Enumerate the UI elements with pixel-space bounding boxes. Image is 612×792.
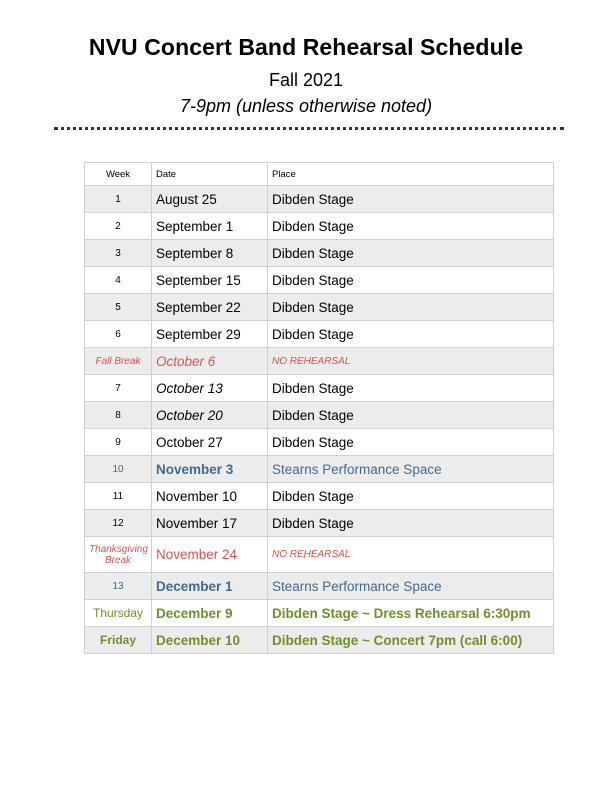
week-cell: 1 <box>85 186 152 213</box>
table-row <box>85 321 554 348</box>
column-header-week: Week <box>85 163 152 186</box>
place-cell: Dibden Stage <box>268 267 554 294</box>
place-cell: Dibden Stage <box>268 429 554 456</box>
week-cell: 2 <box>85 213 152 240</box>
place-cell: Dibden Stage <box>268 321 554 348</box>
table-row <box>85 213 554 240</box>
table-row-thanksgiving-break <box>85 537 554 573</box>
table-row <box>85 510 554 537</box>
date-cell: November 17 <box>152 510 268 537</box>
table-header-row <box>85 163 554 186</box>
date-cell: September 1 <box>152 213 268 240</box>
date-cell: October 27 <box>152 429 268 456</box>
week-cell: 7 <box>85 375 152 402</box>
table-row-dress-rehearsal <box>85 600 554 627</box>
place-cell: Dibden Stage <box>268 213 554 240</box>
date-cell: December 1 <box>152 573 268 600</box>
date-cell: September 22 <box>152 294 268 321</box>
place-cell: NO REHEARSAL <box>268 348 554 375</box>
date-cell: November 24 <box>152 537 268 573</box>
date-cell: October 6 <box>152 348 268 375</box>
time-note: 7-9pm (unless otherwise noted) <box>179 96 433 116</box>
place-cell: Dibden Stage <box>268 402 554 429</box>
place-cell: NO REHEARSAL <box>268 537 554 573</box>
column-header-place: Place <box>268 163 554 186</box>
week-cell: 10 <box>85 456 152 483</box>
date-cell: October 20 <box>152 402 268 429</box>
week-cell: 11 <box>85 483 152 510</box>
place-cell: Dibden Stage ~ Dress Rehearsal 6:30pm <box>268 600 554 627</box>
date-cell: September 15 <box>152 267 268 294</box>
week-cell: 5 <box>85 294 152 321</box>
table-row <box>85 429 554 456</box>
place-cell: Dibden Stage <box>268 483 554 510</box>
week-cell: Thanksgiving Break <box>85 537 152 573</box>
place-cell: Stearns Performance Space <box>268 573 554 600</box>
table-row-stearns <box>85 456 554 483</box>
week-cell: 4 <box>85 267 152 294</box>
place-cell: Stearns Performance Space <box>268 456 554 483</box>
week-cell: Thursday <box>85 600 152 627</box>
dotted-divider <box>54 127 564 130</box>
column-header-date: Date <box>152 163 268 186</box>
place-cell: Dibden Stage <box>268 375 554 402</box>
place-cell: Dibden Stage <box>268 186 554 213</box>
week-cell: Fall Break <box>85 348 152 375</box>
date-cell: December 10 <box>152 627 268 654</box>
table-row-stearns <box>85 573 554 600</box>
place-cell: Dibden Stage ~ Concert 7pm (call 6:00) <box>268 627 554 654</box>
table-row <box>85 267 554 294</box>
table-row <box>85 186 554 213</box>
table-row-fall-break <box>85 348 554 375</box>
week-cell: 12 <box>85 510 152 537</box>
schedule-table <box>84 162 554 654</box>
week-cell: 6 <box>85 321 152 348</box>
table-row <box>85 294 554 321</box>
date-cell: December 9 <box>152 600 268 627</box>
week-cell: Friday <box>85 627 152 654</box>
week-cell: 8 <box>85 402 152 429</box>
table-row-concert <box>85 627 554 654</box>
week-cell: 9 <box>85 429 152 456</box>
date-cell: August 25 <box>152 186 268 213</box>
table-row <box>85 375 554 402</box>
place-cell: Dibden Stage <box>268 510 554 537</box>
place-cell: Dibden Stage <box>268 240 554 267</box>
term-subtitle: Fall 2021 <box>268 70 344 90</box>
place-cell: Dibden Stage <box>268 294 554 321</box>
week-cell: 3 <box>85 240 152 267</box>
table-row <box>85 483 554 510</box>
page-title: NVU Concert Band Rehearsal Schedule <box>88 34 524 60</box>
date-cell: September 8 <box>152 240 268 267</box>
date-cell: October 13 <box>152 375 268 402</box>
table-row <box>85 240 554 267</box>
week-cell: 13 <box>85 573 152 600</box>
table-row <box>85 402 554 429</box>
date-cell: September 29 <box>152 321 268 348</box>
date-cell: November 3 <box>152 456 268 483</box>
date-cell: November 10 <box>152 483 268 510</box>
